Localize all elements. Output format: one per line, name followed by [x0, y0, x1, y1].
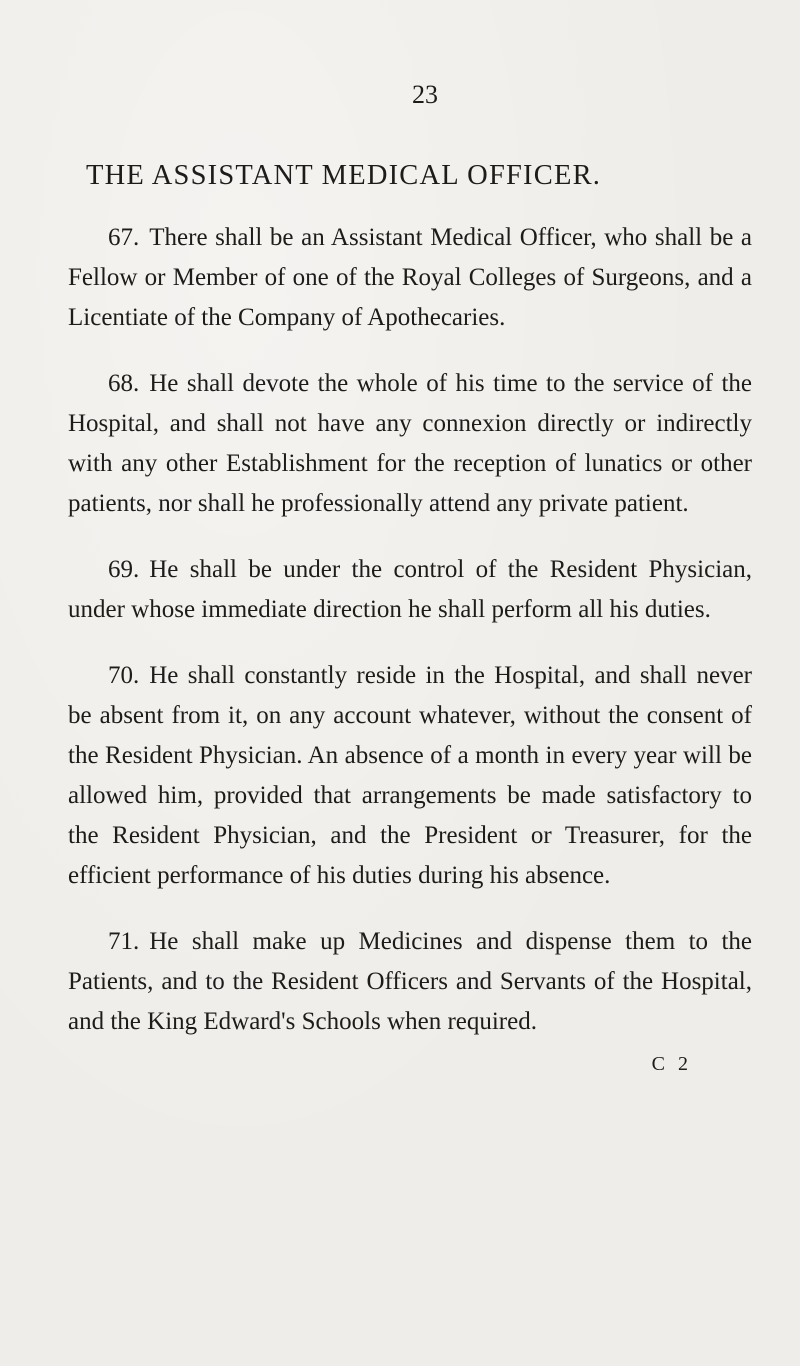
- paragraph-70: [68, 656, 752, 896]
- paragraph-text: He shall make up Medicines and dispense them to the Patients, and to the Resident Officers and Servants of the Hospital, and the King Edward's Schools when required.: [68, 928, 752, 1035]
- section-heading: THE ASSISTANT MEDICAL OFFICER.: [86, 160, 602, 191]
- paragraph-number: 70.: [108, 662, 140, 689]
- page-number: 23: [412, 80, 438, 109]
- paragraph-number: 68.: [108, 370, 140, 397]
- paragraph-text: He shall be under the control of the Resident Physician, under whose immediate direction he shall perform all his duties.: [68, 556, 752, 623]
- paragraph-67: [68, 218, 752, 338]
- paragraph-number: 69.: [108, 556, 140, 583]
- paragraph-text: He shall constantly reside in the Hospital, and shall never be absent from it, on any account whatever, without the consent of the Resident Physician. An absence of a month in every year will be allowed him, provided that arrangements be made satisfactory to the Resident Physician, and the President or Treasurer, for the efficient performance of his duties during his absence.: [68, 662, 752, 889]
- signature-mark: C 2: [651, 1053, 692, 1075]
- paragraph-69: [68, 550, 752, 630]
- paragraph-text: He shall devote the whole of his time to the service of the Hospital, and shall not have any connexion directly or indirectly with any other Establishment for the reception of lunatics or other patients, nor shall he professionally attend any private patient.: [68, 370, 752, 517]
- paragraph-number: 71.: [108, 928, 140, 955]
- paragraph-71: [68, 922, 752, 1042]
- paragraph-text: There shall be an Assistant Medical Officer, who shall be a Fellow or Member of one of the Royal Colleges of Surgeons, and a Licentiate of the Company of Apothecaries.: [68, 224, 752, 331]
- paragraph-68: [68, 364, 752, 524]
- paragraph-number: 67.: [108, 224, 140, 251]
